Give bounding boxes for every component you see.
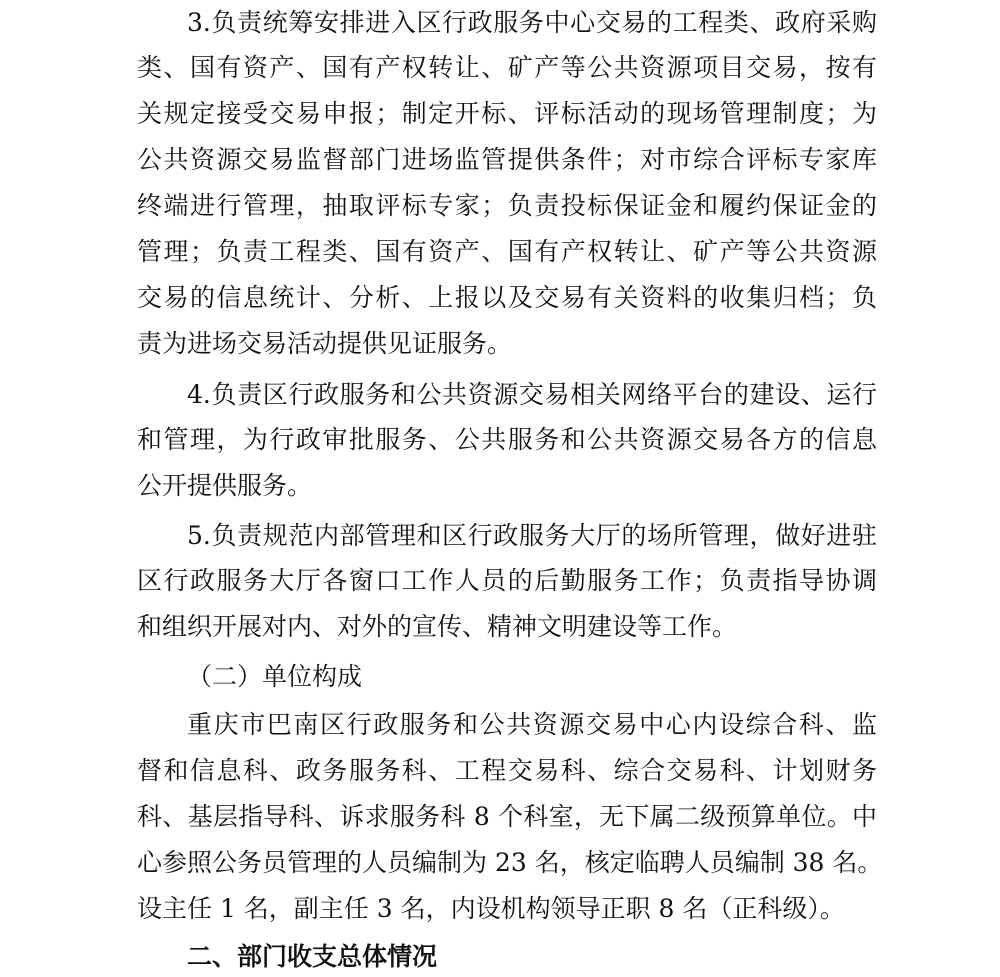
- paragraph-5-line-3: 和组织开展对内、对外的宣传、精神文明建设等工作。: [137, 612, 738, 641]
- composition-line-2: 督和信息科、政务服务科、工程交易科、综合交易科、计划财务: [137, 756, 877, 785]
- paragraph-4-line-2: 和管理，为行政审批服务、公共服务和公共资源交易各方的信息: [137, 425, 877, 454]
- paragraph-3-line-8: 责为进场交易活动提供见证服务。: [137, 329, 513, 358]
- composition-line-1: 重庆市巴南区行政服务和公共资源交易中心内设综合科、监: [187, 710, 877, 739]
- paragraph-5-line-1: 5.负责规范内部管理和区行政服务大厅的场所管理，做好进驻: [187, 521, 877, 550]
- composition-line-5: 设主任 1 名，副主任 3 名，内设机构领导正职 8 名（正科级）。: [137, 894, 845, 923]
- paragraph-3-line-3: 关规定接受交易申报；制定开标、评标活动的现场管理制度；为: [137, 99, 877, 128]
- section-heading-income-expenditure: 二、部门收支总体情况: [187, 942, 438, 971]
- subheading-unit-composition: （二）单位构成: [187, 662, 363, 691]
- composition-line-3: 科、基层指导科、诉求服务科 8 个科室，无下属二级预算单位。中: [137, 802, 877, 831]
- paragraph-5-line-2: 区行政服务大厅各窗口工作人员的后勤服务工作；负责指导协调: [137, 566, 877, 595]
- paragraph-3-line-2: 类、国有资产、国有产权转让、矿产等公共资源项目交易，按有: [137, 53, 877, 82]
- paragraph-3-line-6: 管理；负责工程类、国有资产、国有产权转让、矿产等公共资源: [137, 237, 877, 266]
- paragraph-3-line-7: 交易的信息统计、分析、上报以及交易有关资料的收集归档；负: [137, 283, 877, 312]
- composition-line-4: 心参照公务员管理的人员编制为 23 名，核定临聘人员编制 38 名。: [137, 848, 883, 877]
- paragraph-4-line-3: 公开提供服务。: [137, 471, 313, 500]
- paragraph-3-line-4: 公共资源交易监督部门进场监管提供条件；对市综合评标专家库: [137, 145, 877, 174]
- paragraph-3-line-5: 终端进行管理，抽取评标专家；负责投标保证金和履约保证金的: [137, 191, 877, 220]
- paragraph-3-line-1: 3.负责统筹安排进入区行政服务中心交易的工程类、政府采购: [187, 8, 877, 37]
- paragraph-4-line-1: 4.负责区行政服务和公共资源交易相关网络平台的建设、运行: [187, 380, 877, 409]
